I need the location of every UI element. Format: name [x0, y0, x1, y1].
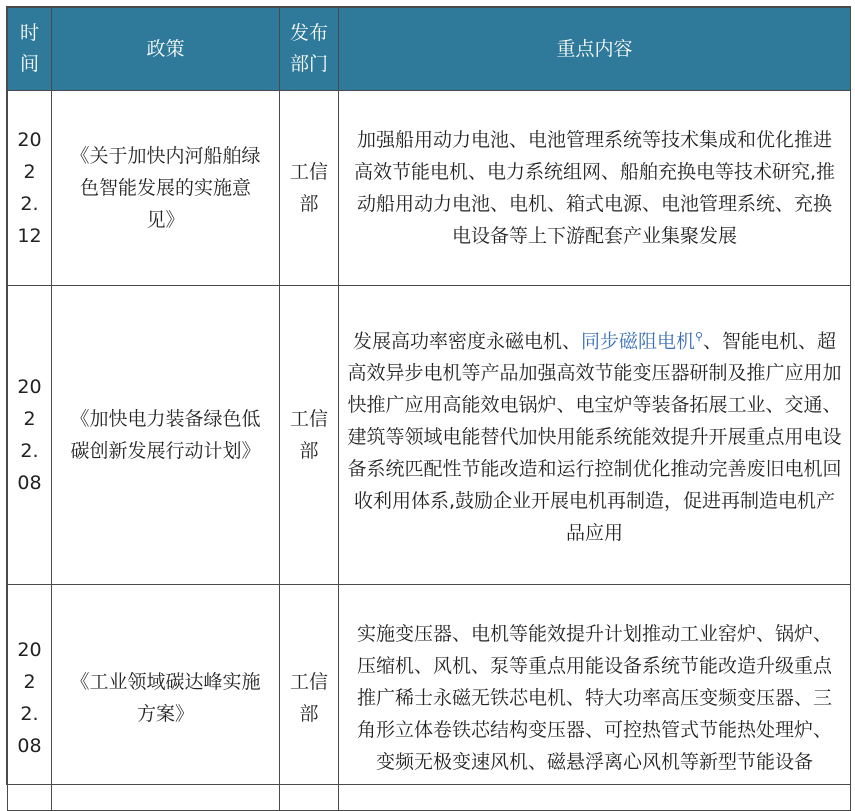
- cell-dept: 工信部: [280, 585, 339, 811]
- table-row: [8, 91, 851, 286]
- time-line: 2: [23, 161, 36, 183]
- cell-content: [339, 286, 851, 585]
- policy-table: [6, 6, 851, 785]
- header-row: [8, 8, 851, 91]
- cell-time: [8, 286, 52, 585]
- time-line: 12: [17, 225, 42, 247]
- time-line: 20: [17, 129, 42, 151]
- time-line: 20: [17, 638, 42, 661]
- time-line: 2: [23, 670, 36, 693]
- content-text: 、智能电机、超高效异步电机等产品加强高效节能变压器研制及推广应用加快推广应用高能效电锅炉、电宝炉等装备拓展工业、交通、建筑等领域电能替代加快用能系统能效提升开展重点用电设备系统匹配性节能改造和运行控制优化推动完善废旧电机回收利用体系,鼓励企业开展电机再制造，促进再制造电机产品应用: [347, 330, 842, 545]
- cell-policy: 《关于加快内河船舶绿色智能发展的实施意见》: [52, 91, 280, 286]
- header-dept: 发布部门: [280, 8, 339, 91]
- cell-dept: 工信部: [280, 91, 339, 286]
- time-line: 2: [23, 408, 36, 430]
- time-line: 08: [17, 472, 42, 494]
- cell-content: 加强船用动力电池、电池管理系统等技术集成和优化推进高效节能电机、电力系统组网、船舶充换电等技术研究,推动船用动力电池、电机、箱式电源、电池管理系统、充换电设备等上下游配套产业集聚发展: [339, 91, 851, 286]
- time-line: 2.: [20, 702, 39, 725]
- time-line: 08: [17, 734, 42, 757]
- header-time: 时间: [8, 8, 52, 91]
- time-line: 2.: [20, 440, 39, 462]
- cell-dept: 工信部: [280, 286, 339, 585]
- cell-policy: 《加快电力装备绿色低碳创新发展行动计划》: [52, 286, 280, 585]
- content-text: 发展高功率密度永磁电机、: [352, 330, 581, 353]
- time-line: 2.: [20, 193, 39, 215]
- header-policy: 政策: [52, 8, 280, 91]
- cell-time: [8, 91, 52, 286]
- time-line: 20: [17, 376, 42, 398]
- cell-policy: 《工业领域碳达峰实施方案》: [52, 585, 280, 811]
- header-content: 重点内容: [339, 8, 851, 91]
- table-row: [8, 286, 851, 585]
- table-row: [8, 585, 851, 811]
- search-icon[interactable]: ⚲: [694, 329, 704, 343]
- cell-content: 实施变压器、电机等能效提升计划推动工业窑炉、锅炉、压缩机、风机、泵等重点用能设备系统节能改造升级重点推广稀士永磁无铁芯电机、特大功率高压变频变压器、三角形立体卷铁芯结构变压器、可控热管式节能热处理炉、变频无极变速风机、磁悬浮离心风机等新型节能设备: [339, 585, 851, 811]
- motor-link[interactable]: 同步磁阻电机: [580, 330, 695, 353]
- cell-time: [8, 585, 52, 811]
